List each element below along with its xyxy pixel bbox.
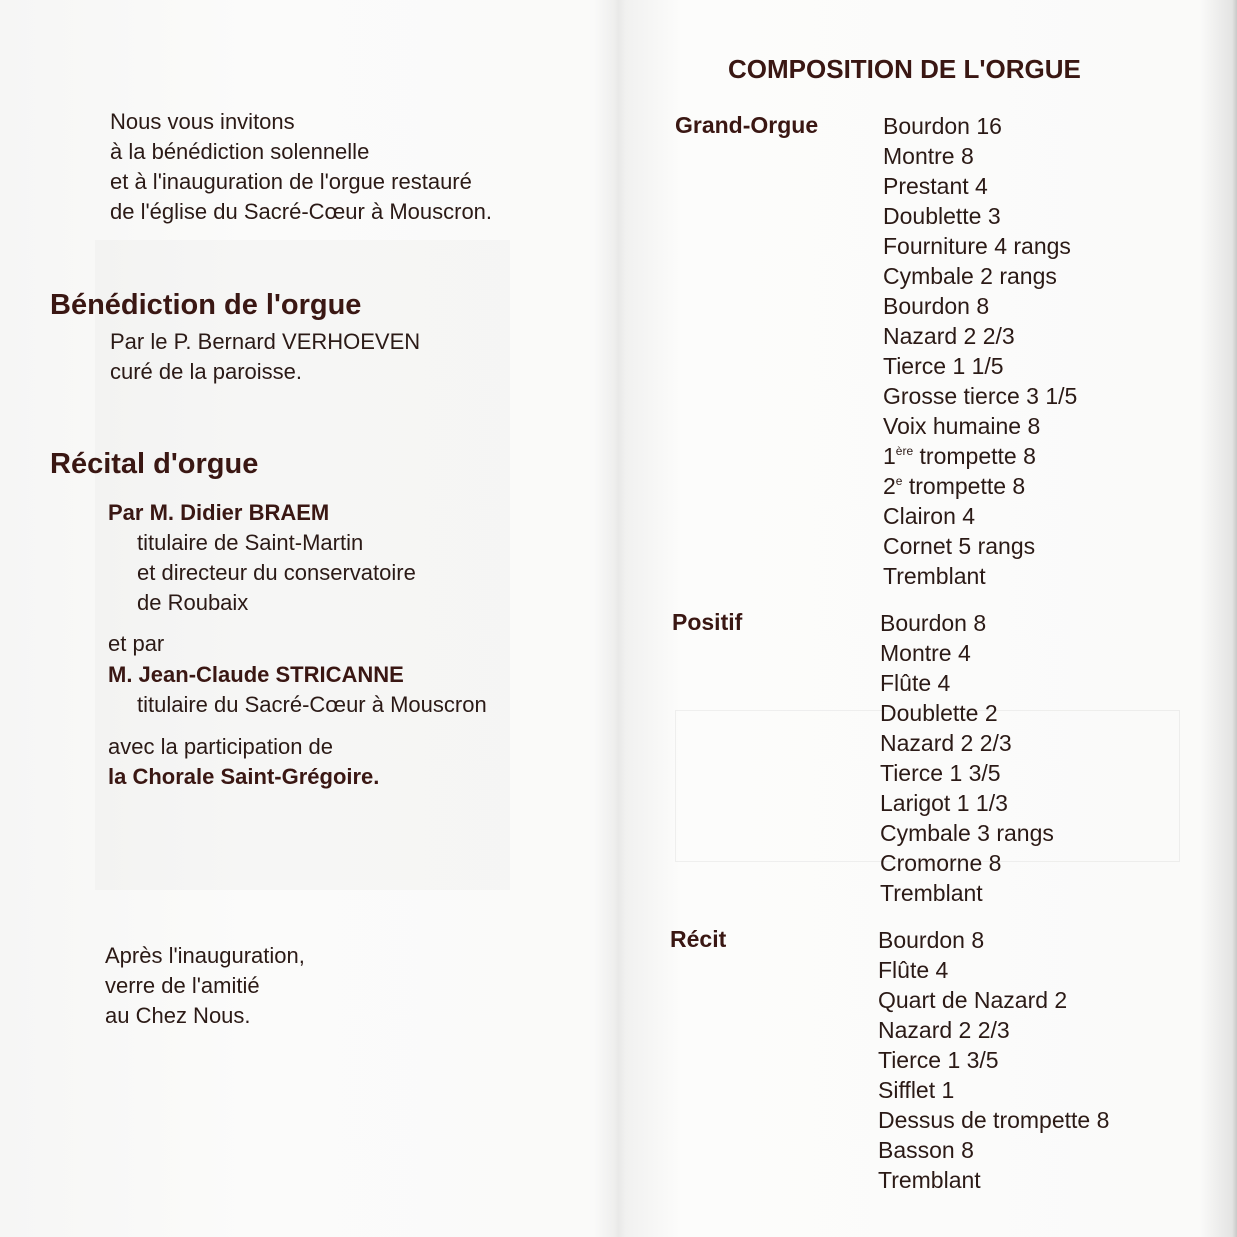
stop-item: Basson 8 bbox=[878, 1137, 974, 1163]
benediction-line: curé de la paroisse. bbox=[110, 359, 302, 384]
reception-line: verre de l'amitié bbox=[105, 973, 260, 998]
stop-item: Bourdon 16 bbox=[883, 113, 1002, 139]
stop-item bbox=[883, 441, 1077, 471]
stop-sup: e bbox=[895, 474, 903, 488]
invitation-line: de l'église du Sacré-Cœur à Mouscron. bbox=[110, 199, 493, 224]
performer-detail-line: titulaire du Sacré-Cœur à Mouscron bbox=[137, 692, 487, 717]
stop-item: Montre 8 bbox=[883, 143, 974, 169]
stops-list-positif bbox=[880, 608, 1054, 908]
stop-rest: trompette 8 bbox=[913, 443, 1036, 469]
benediction-line: Par le P. Bernard VERHOEVEN bbox=[110, 329, 421, 354]
stop-item: Bourdon 8 bbox=[883, 293, 990, 319]
stop-item: Tremblant bbox=[878, 1167, 981, 1193]
performer-1-details bbox=[137, 528, 416, 618]
reception-text bbox=[105, 941, 305, 1031]
stop-item: Cymbale 2 rangs bbox=[883, 263, 1057, 289]
performer-2-name: M. Jean-Claude STRICANNE bbox=[108, 662, 404, 687]
connector-text: et par bbox=[108, 631, 165, 656]
stop-item: Quart de Nazard 2 bbox=[878, 987, 1068, 1013]
stop-item: Larigot 1 1/3 bbox=[880, 790, 1008, 816]
division-name-recit: Récit bbox=[670, 926, 727, 952]
invitation-text bbox=[110, 107, 492, 227]
stop-item: Flûte 4 bbox=[880, 670, 951, 696]
stop-item: Clairon 4 bbox=[883, 503, 976, 529]
stop-item: Grosse tierce 3 1/5 bbox=[883, 383, 1078, 409]
stop-item: Prestant 4 bbox=[883, 173, 988, 199]
stop-item: Cromorne 8 bbox=[880, 850, 1002, 876]
reception-line: au Chez Nous. bbox=[105, 1003, 251, 1028]
stop-item: Bourdon 8 bbox=[880, 610, 987, 636]
invitation-line: Nous vous invitons bbox=[110, 109, 295, 134]
organ-composition-title: COMPOSITION DE L'ORGUE bbox=[728, 54, 1081, 84]
participation-text: avec la participation de bbox=[108, 734, 334, 759]
stop-item: Cymbale 3 rangs bbox=[880, 820, 1054, 846]
stop-item: Nazard 2 2/3 bbox=[878, 1017, 1010, 1043]
stop-item: Flûte 4 bbox=[878, 957, 949, 983]
recital-heading: Récital d'orgue bbox=[50, 448, 259, 480]
stop-item: Tremblant bbox=[883, 563, 986, 589]
performer-detail-line: titulaire de Saint-Martin bbox=[137, 530, 364, 555]
stop-item: Dessus de trompette 8 bbox=[878, 1107, 1110, 1133]
stop-item: Bourdon 8 bbox=[878, 927, 985, 953]
performer-detail-line: de Roubaix bbox=[137, 590, 249, 615]
stops-list-recit bbox=[878, 925, 1109, 1195]
stop-item: Tierce 1 1/5 bbox=[883, 353, 1004, 379]
stop-item: Montre 4 bbox=[880, 640, 971, 666]
invitation-line: et à l'inauguration de l'orgue restauré bbox=[110, 169, 472, 194]
stop-item: Nazard 2 2/3 bbox=[883, 323, 1015, 349]
stop-item: Tierce 1 3/5 bbox=[880, 760, 1001, 786]
stop-item: Voix humaine 8 bbox=[883, 413, 1041, 439]
stop-item: Doublette 3 bbox=[883, 203, 1001, 229]
stop-rest: trompette 8 bbox=[902, 473, 1026, 499]
stop-item: Tierce 1 3/5 bbox=[878, 1047, 999, 1073]
stop-item: Sifflet 1 bbox=[878, 1077, 955, 1103]
performer-1-name: Par M. Didier BRAEM bbox=[108, 500, 330, 525]
stop-item: Nazard 2 2/3 bbox=[880, 730, 1012, 756]
stop-num: 2 bbox=[883, 473, 896, 499]
choir-name: la Chorale Saint-Grégoire. bbox=[108, 764, 380, 789]
division-name-grand-orgue: Grand-Orgue bbox=[675, 112, 819, 138]
stop-item: Cornet 5 rangs bbox=[883, 533, 1036, 559]
stop-item: Doublette 2 bbox=[880, 700, 998, 726]
performer-2-details bbox=[137, 690, 487, 720]
stop-sup: ère bbox=[895, 444, 914, 458]
performer-detail-line: et directeur du conservatoire bbox=[137, 560, 416, 585]
reception-line: Après l'inauguration, bbox=[105, 943, 305, 968]
stop-item: Fourniture 4 rangs bbox=[883, 233, 1071, 259]
benediction-heading: Bénédiction de l'orgue bbox=[50, 289, 362, 321]
stops-list-grand-orgue bbox=[883, 111, 1077, 591]
stop-item bbox=[883, 471, 1077, 501]
stop-item: Tremblant bbox=[880, 880, 983, 906]
benediction-text bbox=[110, 327, 420, 387]
stop-num: 1 bbox=[883, 443, 896, 469]
invitation-line: à la bénédiction solennelle bbox=[110, 139, 370, 164]
division-name-positif: Positif bbox=[672, 609, 743, 635]
